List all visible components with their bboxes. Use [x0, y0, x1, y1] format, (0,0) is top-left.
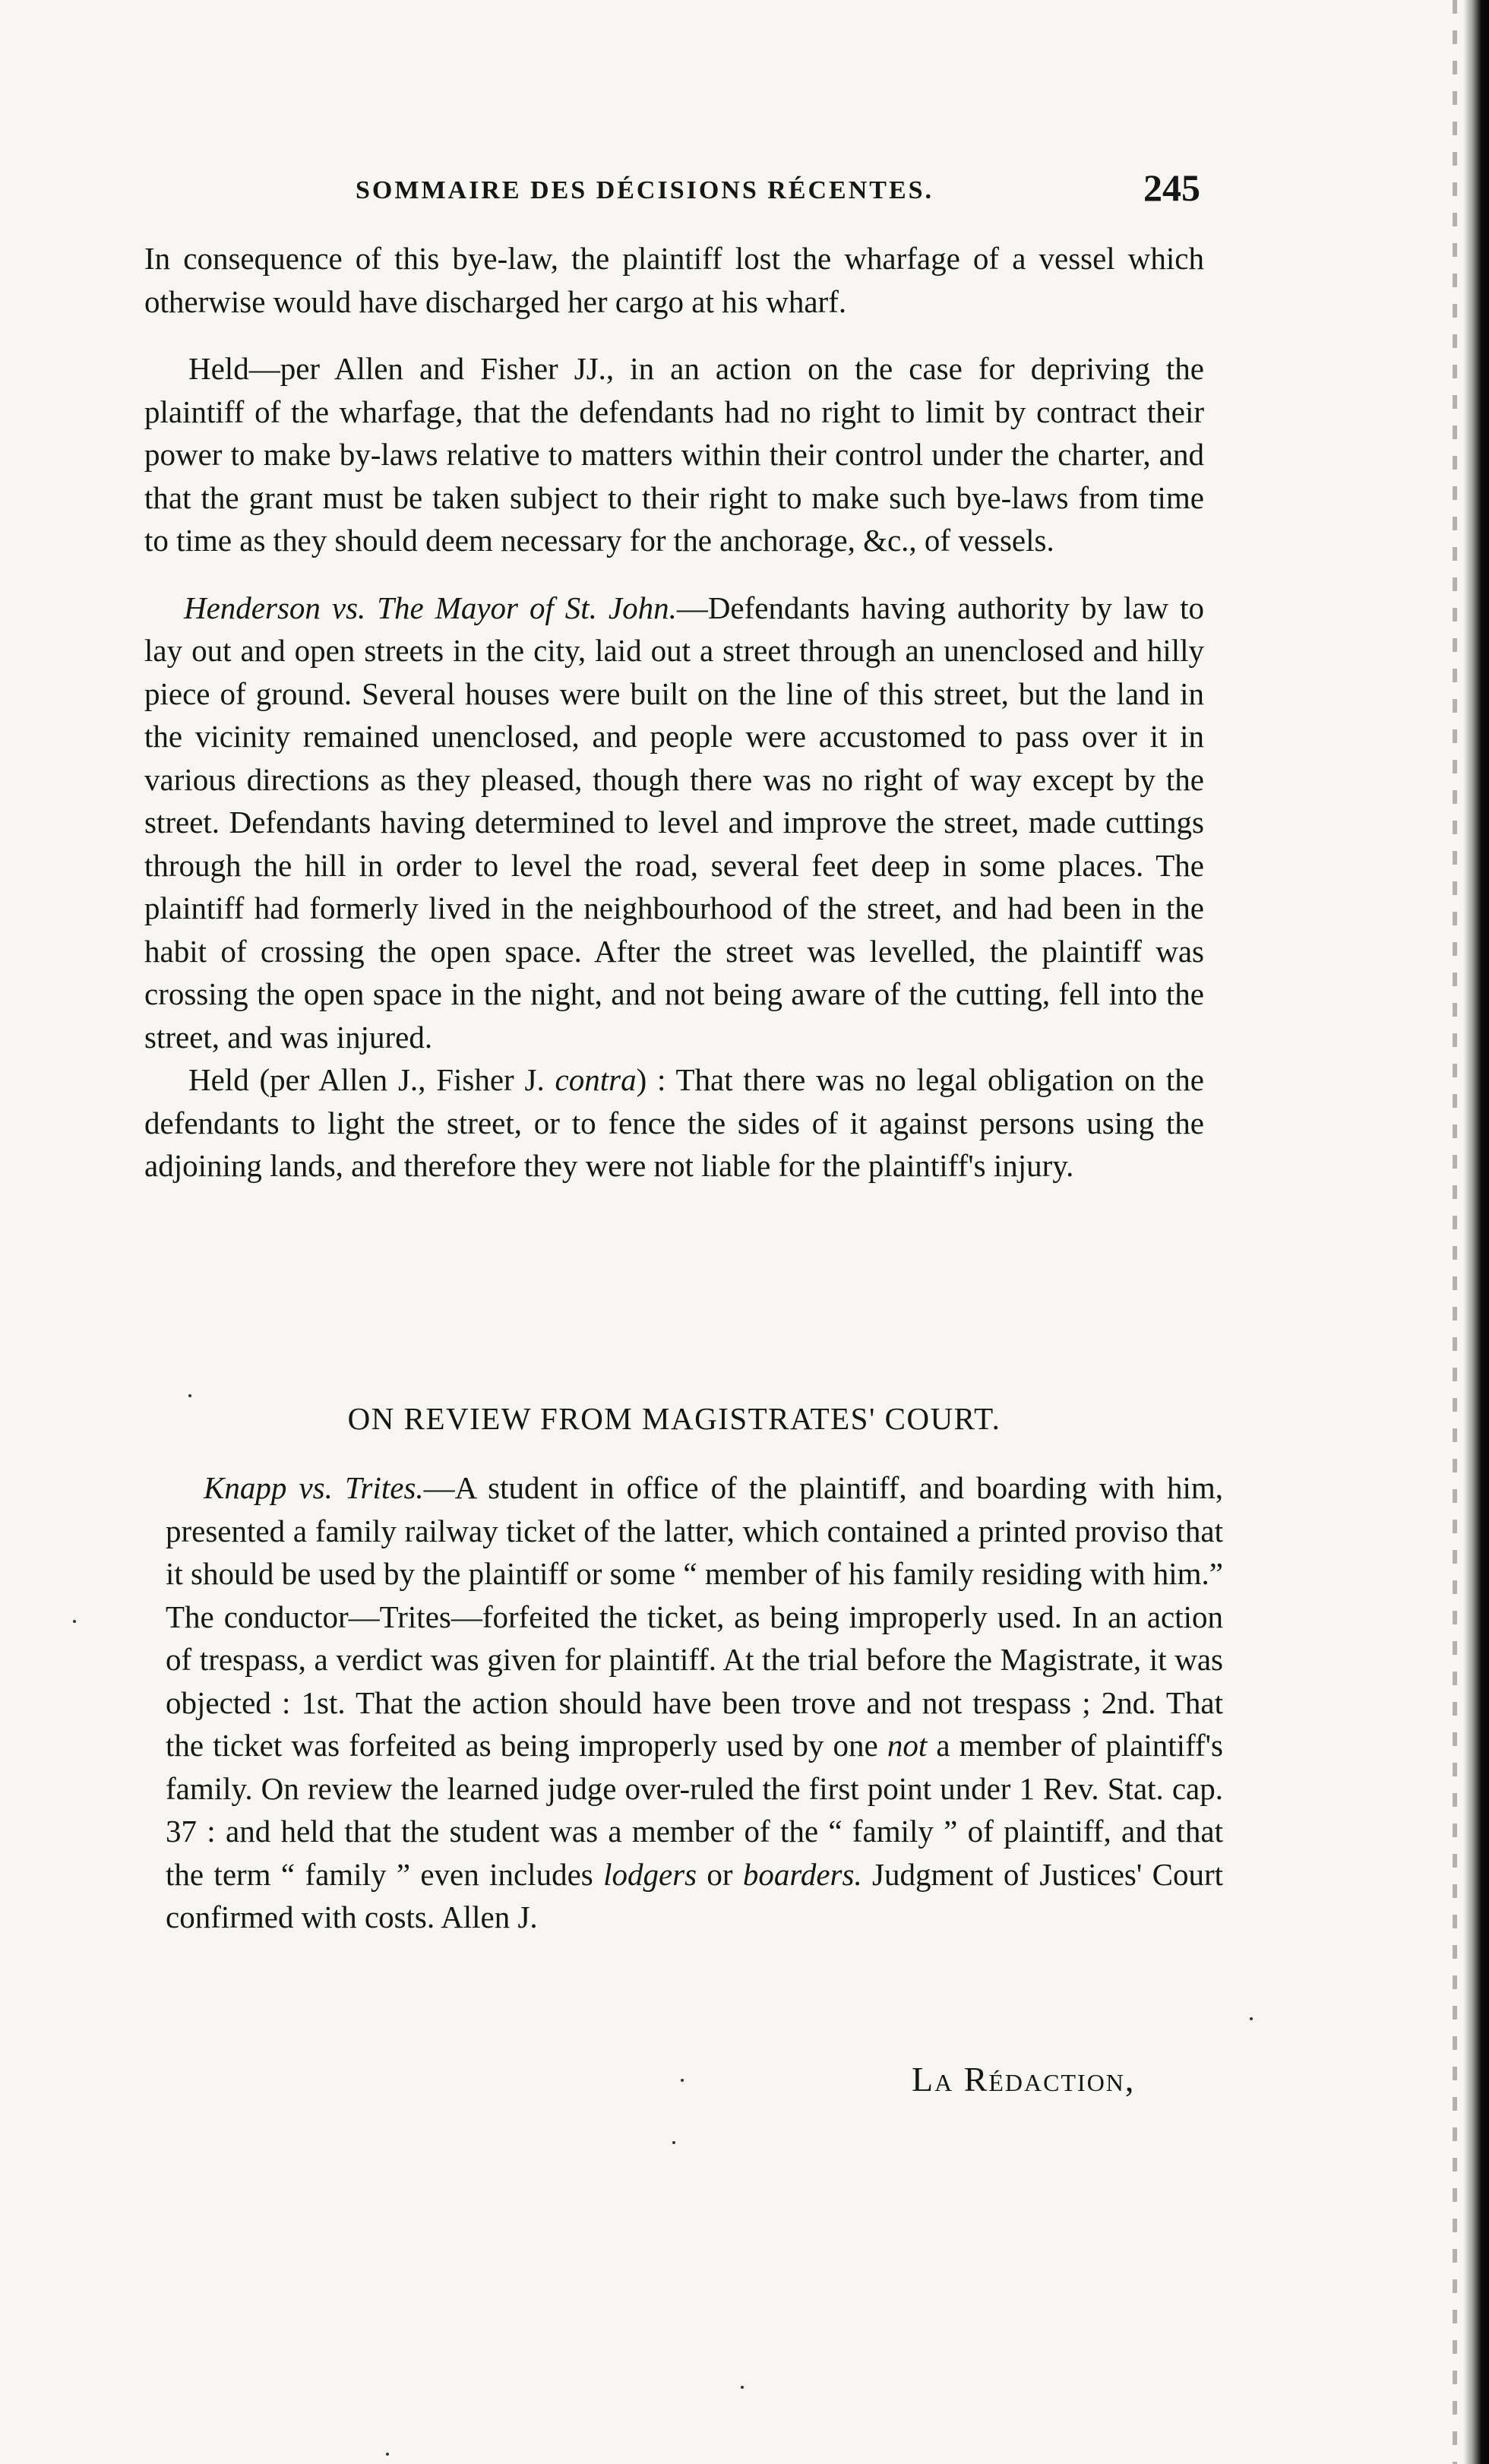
page-number: 245 [1143, 166, 1200, 209]
paragraph-held-henderson [144, 1058, 1204, 1188]
signature: La Rédaction, [912, 2060, 1136, 2099]
held-contra: contra [555, 1062, 637, 1097]
scan-speck [672, 2141, 675, 2144]
paragraph-held-wharfage: Held—per Allen and Fisher JJ., in an action on the case for depriving the plaintiff of the wharfage, that the defendants had no right to limit by contract their power to make by-laws relative to matters within their control under the charter, and that the grant must be taken subject to their right to make such bye-laws from time to time as they should deem necessary for the anchorage, &c., of vessels. [144, 351, 1204, 558]
scan-speck [188, 1394, 191, 1397]
knapp-text-c: Judgment of Justices' Court confirmed with costs. Allen J. [166, 1856, 1224, 1934]
knapp-or: or [697, 1856, 743, 1892]
knapp-not: not [887, 1728, 928, 1763]
scan-speck [73, 1620, 76, 1623]
binding-edge [1463, 0, 1489, 2464]
knapp-text-b: a member of plaintiff's family. On review the learned judge over-ruled the first point under 1 Rev. Stat. cap. 37 : and held that the student was a member of the “ family ” of plaintiff, and that the term “ family ” even includes [166, 1728, 1223, 1892]
scan-speck [386, 2453, 389, 2456]
paragraph-henderson [144, 587, 1204, 1059]
body-text-upper [144, 237, 1204, 1188]
running-head: SOMMAIRE DES DÉCISIONS RÉCENTES. [356, 176, 934, 204]
case-name-knapp: Knapp vs. Trites. [204, 1470, 424, 1505]
page-header [152, 166, 1200, 219]
paragraph-knapp [166, 1466, 1223, 1939]
section-heading: ON REVIEW FROM MAGISTRATES' COURT. [347, 1401, 1001, 1436]
case-name-henderson: Henderson vs. The Mayor of St. John. [184, 590, 677, 625]
knapp-text-a: —A student in office of the plaintiff, and boarding with him, presented a family railway ticket of the latter, which contained a printed proviso that it should be used by the plaintiff or some “ member of his family residing with him.” The conductor—Trites—forfeited the ticket, as being improperly used. In an action of trespass, a verdict was given for plaintiff. At the trial before the Magistrate, it was objected : 1st. That the action should have been trove and not trespass ; 2nd. That the ticket was forfeited as being improperly used by one [166, 1470, 1223, 1763]
scan-speck [1250, 2017, 1253, 2020]
scan-speck [681, 2079, 684, 2082]
scan-speck [741, 2386, 744, 2389]
henderson-text: —Defendants having authority by law to lay out and open streets in the city, laid out a street through an unenclosed and hilly piece of ground. Several houses were built on the line of this street, but the land in the vicinity remained unenclosed, and people were accustomed to pass over it in various directions as they pleased, though there was no right of way except by the street. Defendants having determined to level and improve the street, made cuttings through the hill in order to level the road, several feet deep in some places. The plaintiff had formerly lived in the neighbourhood of the street, and had been in the habit of crossing the open space. After the street was levelled, the plaintiff was crossing the open space in the night, and not being aware of the cutting, fell into the street, and was injured. [144, 590, 1204, 1055]
paragraph-bye-law: In consequence of this bye-law, the plaintiff lost the wharfage of a vessel which otherwise would have discharged her cargo at his wharf. [144, 241, 1204, 319]
knapp-lodgers: lodgers [603, 1856, 697, 1892]
held-text-b: ) : That there was no legal obligation on the defendants to light the street, or to fence the sides of it against persons using the adjoining lands, and therefore they were not liable for the plaintiff's injury. [144, 1062, 1204, 1183]
held-text-a: Held (per Allen J., Fisher J. [188, 1062, 555, 1097]
knapp-boarders: boarders. [742, 1856, 862, 1892]
body-text-lower [166, 1466, 1223, 1939]
